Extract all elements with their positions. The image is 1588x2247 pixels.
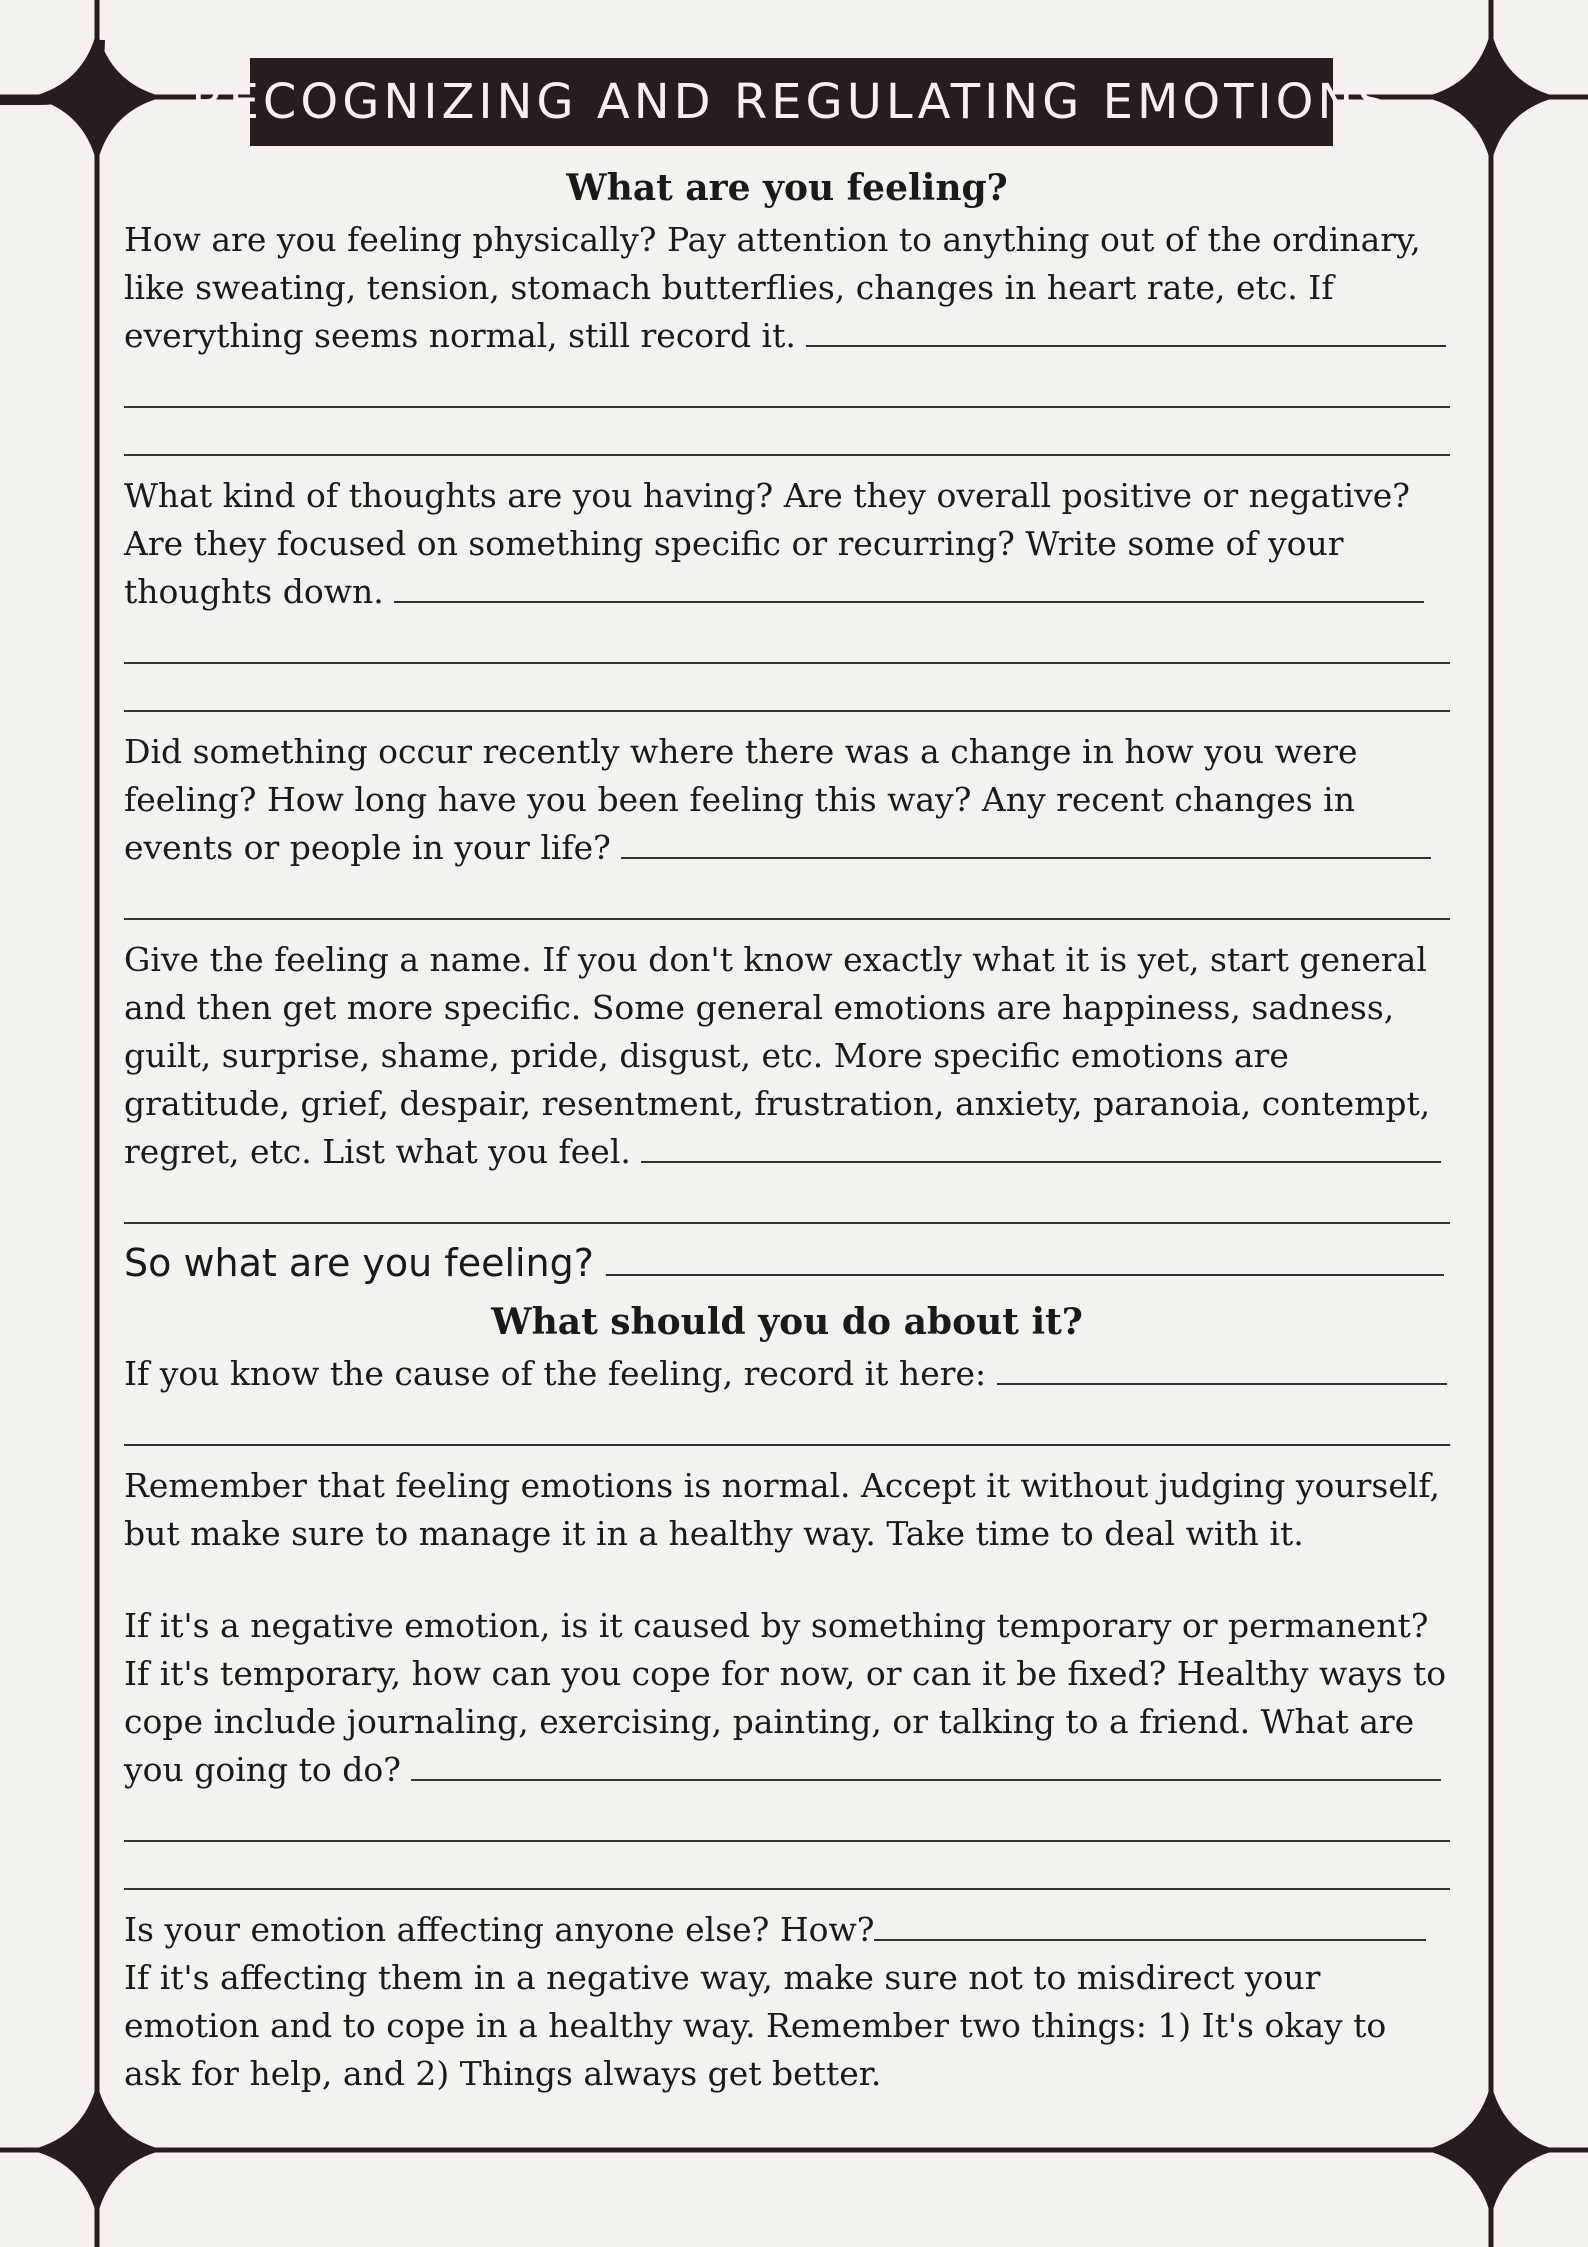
answer-line-thoughts-1[interactable] xyxy=(394,591,1424,603)
worksheet-body xyxy=(124,160,1450,2098)
question-text: Is your emotion affecting anyone else? How? xyxy=(124,1910,875,1949)
answer-line-physical-1[interactable] xyxy=(806,335,1446,347)
question-text: Give the feeling a name. If you don't know exactly what it is yet, start general and then get more specific. Some general emotions are happiness, sadness, guilt, surprise, shame, pride, disgust, etc. More specific emotions are gratitude, grief, despair, resentment, frustration, anxiety, paranoia, contempt, regret, etc. List what you feel. xyxy=(124,940,1431,1171)
question-text: Did something occur recently where there was a change in how you were feeling? How long have you been feeling this way? Any recent changes in events or people in your life? xyxy=(124,732,1358,867)
closing-note: If it's affecting them in a negative way, make sure not to misdirect your emotion and to cope in a healthy way. Remember two things: 1) It's okay to ask for help, and 2) Things always get better. xyxy=(124,1958,1387,2093)
answer-line-physical-3[interactable] xyxy=(124,408,1450,456)
answer-line-thoughts-3[interactable] xyxy=(124,664,1450,712)
question-text: If you know the cause of the feeling, record it here: xyxy=(124,1354,987,1393)
question-cause xyxy=(124,1350,1450,1398)
question-name-feeling xyxy=(124,936,1450,1176)
answer-line-thoughts-2[interactable] xyxy=(124,616,1450,664)
answer-line-plan-3[interactable] xyxy=(124,1842,1450,1890)
answer-line-name-2[interactable] xyxy=(124,1176,1450,1224)
note-remember: Remember that feeling emotions is normal. Accept it without judging yourself, but make sure to manage it in a healthy way. Take time to deal with it. xyxy=(124,1466,1440,1553)
answer-line-change-1[interactable] xyxy=(621,847,1431,859)
answer-line-summary[interactable] xyxy=(606,1264,1444,1276)
answer-line-name-1[interactable] xyxy=(641,1151,1441,1163)
question-text: What kind of thoughts are you having? Are they overall positive or negative? Are they focused on something specific or recurring? Write some of your thoughts down. xyxy=(124,476,1410,611)
corner-star-top-left xyxy=(30,30,164,164)
question-affecting-others xyxy=(124,1906,1450,1954)
corner-star-top-right xyxy=(1424,30,1558,164)
question-text: So what are you feeling? xyxy=(124,1241,594,1285)
answer-line-affecting[interactable] xyxy=(874,1929,1426,1941)
question-negative-emotion xyxy=(124,1602,1450,1794)
corner-star-bottom-left xyxy=(30,2083,164,2217)
answer-line-plan-2[interactable] xyxy=(124,1794,1450,1842)
section-heading-action: What should you do about it? xyxy=(491,1301,1083,1343)
corner-star-bottom-right xyxy=(1424,2083,1558,2217)
question-summary xyxy=(124,1232,1450,1294)
answer-line-cause-1[interactable] xyxy=(997,1373,1447,1385)
question-thoughts xyxy=(124,472,1450,616)
section-heading-feeling: What are you feeling? xyxy=(566,167,1008,209)
question-text: If it's a negative emotion, is it caused by something temporary or permanent? If it's temporary, how can you cope for now, or can it be fixed? Healthy ways to cope include journaling, exercising, painting, or talking to a friend. What are you going to do? xyxy=(124,1606,1447,1789)
answer-line-change-2[interactable] xyxy=(124,872,1450,920)
page-title: RECOGNIZING AND REGULATING EMOTIONS xyxy=(250,58,1333,146)
answer-line-cause-2[interactable] xyxy=(124,1398,1450,1446)
question-physical xyxy=(124,216,1450,360)
answer-line-physical-2[interactable] xyxy=(124,360,1450,408)
question-recent-change xyxy=(124,728,1450,872)
question-text: How are you feeling physically? Pay attention to anything out of the ordinary, like sweating, tension, stomach butterflies, changes in heart rate, etc. If everything seems normal, still record it. xyxy=(124,220,1421,355)
answer-line-plan-1[interactable] xyxy=(411,1769,1441,1781)
